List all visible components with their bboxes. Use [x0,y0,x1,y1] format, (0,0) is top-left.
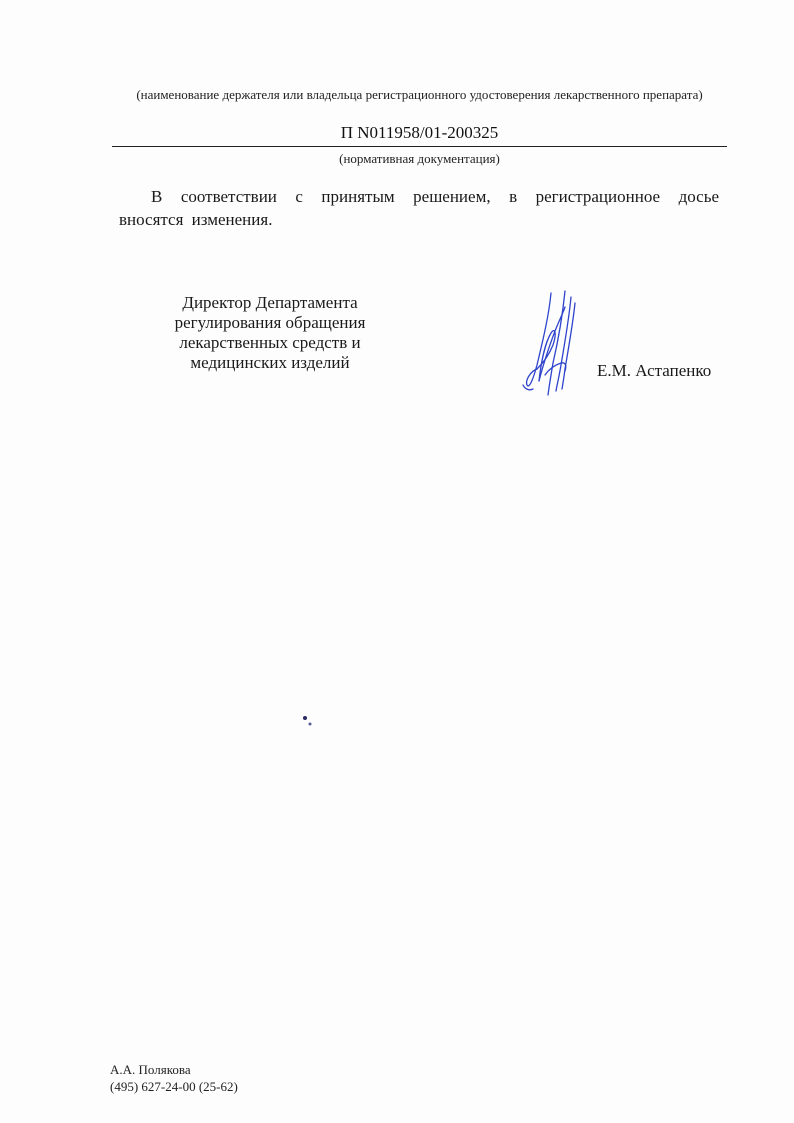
executor-block [110,1061,238,1095]
ink-speck-icon [300,714,314,728]
signer-name: Е.М. Астапенко [597,361,712,380]
signatory-title-line: регулирования обращения [174,313,366,332]
body-paragraph: В соответствии с принятым решением, в регистрационное досье вносятся изменения. [119,187,719,229]
normative-doc-caption: (нормативная документация) [339,151,500,166]
handwritten-signature-icon [515,285,595,400]
signatory-title-line: Директор Департамента [182,293,358,312]
underline-divider [112,146,727,147]
signatory-title [150,293,390,373]
signatory-title-line: лекарственных средств и [179,333,361,352]
executor-phone: (495) 627-24-00 (25-62) [110,1079,238,1094]
normative-doc-number: П N011958/01-200325 [340,123,499,142]
executor-name: А.А. Полякова [110,1062,191,1077]
holder-caption: (наименование держателя или владельца регистрационного удостоверения лекарственного препарата) [136,87,703,102]
signatory-title-line: медицинских изделий [190,353,350,372]
